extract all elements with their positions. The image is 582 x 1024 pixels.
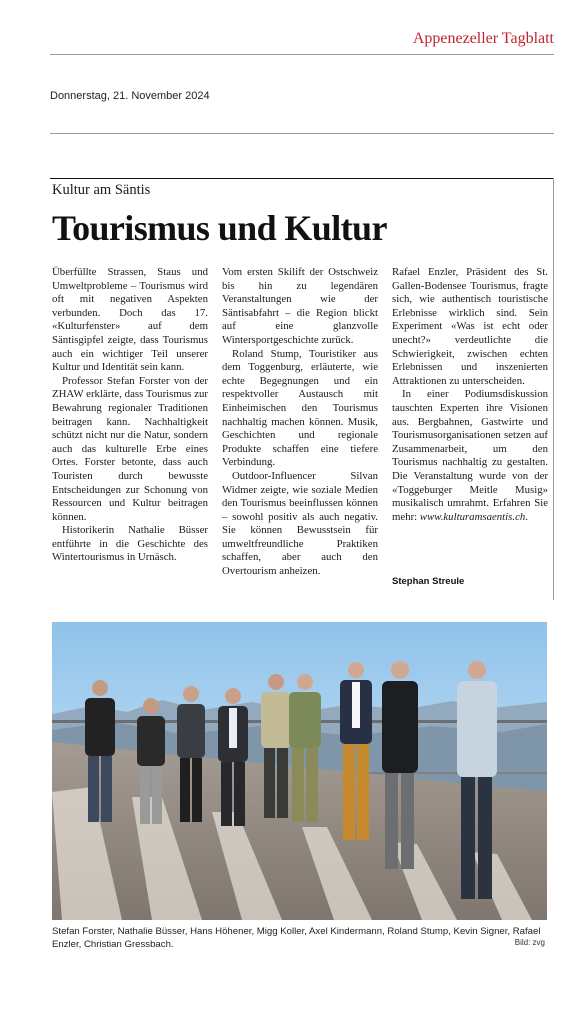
publication-date: Donnerstag, 21. November 2024	[50, 90, 210, 102]
paragraph	[392, 388, 548, 524]
group-photo	[52, 622, 547, 920]
paragraph: Professor Stefan Forster von der ZHAW erklärte, dass Tourismus zur Bewahrung regionaler Traditionen beitragen kann. Nachhaltigkeit schützt nicht nur die Natur, sondern auch das kulturelle Erbe eines Ortes. Forster betonte, dass auch Touristen durch bewusste Entscheidungen zur Schonung von Ressourcen und Kultur beitragen können.	[52, 374, 208, 523]
article-column-3	[392, 266, 548, 524]
article-column-1	[52, 266, 208, 565]
article-headline: Tourismus und Kultur	[52, 208, 387, 248]
top-rule	[50, 54, 554, 55]
photo-caption: Stefan Forster, Nathalie Büsser, Hans Höhener, Migg Koller, Axel Kindermann, Roland Stump, Kevin Signer, Rafael Enzler, Christian Gressbach.	[52, 926, 541, 950]
masthead: Appenezeller Tagblatt	[412, 30, 554, 47]
paragraph: Outdoor-Influencer Silvan Widmer zeigte, wie soziale Medien den Tourismus beeinflussen können – sowohl positiv als auch negativ. Sie können Bewusstsein für umweltfreundliche Praktiken schaffen, aber auch den Overtourism anheizen.	[222, 469, 378, 578]
section-rule	[50, 133, 554, 134]
paragraph-text: In einer Podiumsdiskussion tauschten Experten ihre Visionen aus. Bergbahnen, Gastwirte und Tourismusorganisationen setzen auf Zusammenarbeit, um den Tourismus nachhaltig zu gestalten. Die Veranstaltung wurde von der «Toggeburger Meitle Musig» musikalisch umrahmt. Erfahren Sie mehr:	[392, 388, 548, 523]
link-suffix: .	[525, 510, 528, 523]
article-author: Stephan Streule	[392, 576, 465, 587]
paragraph: Historikerin Nathalie Büsser entführte in die Geschichte des Wintertourismus in Urnäsch.	[52, 524, 208, 564]
paragraph: Rafael Enzler, Präsident des St. Gallen-Bodensee Tourismus, fragte sich, wie authentisch touristische Erlebnisse wirklich sind. Sein Experiment «Was ist echt oder unecht?» verdeutlichte die Schwierigkeit, zwischen echten Erlebnissen und inszenierten Attraktionen zu unterscheiden.	[392, 266, 548, 387]
paragraph: Vom ersten Skilift der Ostschweiz bis hin zu legendären Veranstaltungen wie der Säntisabfahrt – die Region blickt auf eine glanzvolle Wintersportgeschichte zurück.	[222, 266, 378, 346]
article-top-rule	[50, 178, 554, 179]
photo-credit: Bild: zvg	[514, 938, 545, 947]
article-link[interactable]: www.kulturamsaentis.ch	[419, 510, 526, 523]
paragraph: Überfüllte Strassen, Staus und Umweltprobleme – Tourismus wird oft mit negativen Aspekten verbunden. Doch das 17. «Kulturfenster» auf dem Säntisgipfel zeigte, dass Tourismus auch ein wichtiger Teil unserer Kultur und Identität sein kann.	[52, 266, 208, 374]
article-kicker: Kultur am Säntis	[52, 182, 151, 198]
paragraph: Roland Stump, Touristiker aus dem Toggenburg, erläuterte, wie echte Begegnungen und ein respektvoller Austausch mit Einheimischen den Tourismus nachhaltig machen können. Musik, Geschichten und regionale Produkte schaffen eine tiefere Verbindung.	[222, 347, 378, 469]
article-column-2	[222, 266, 378, 579]
article-side-rule	[553, 178, 554, 600]
